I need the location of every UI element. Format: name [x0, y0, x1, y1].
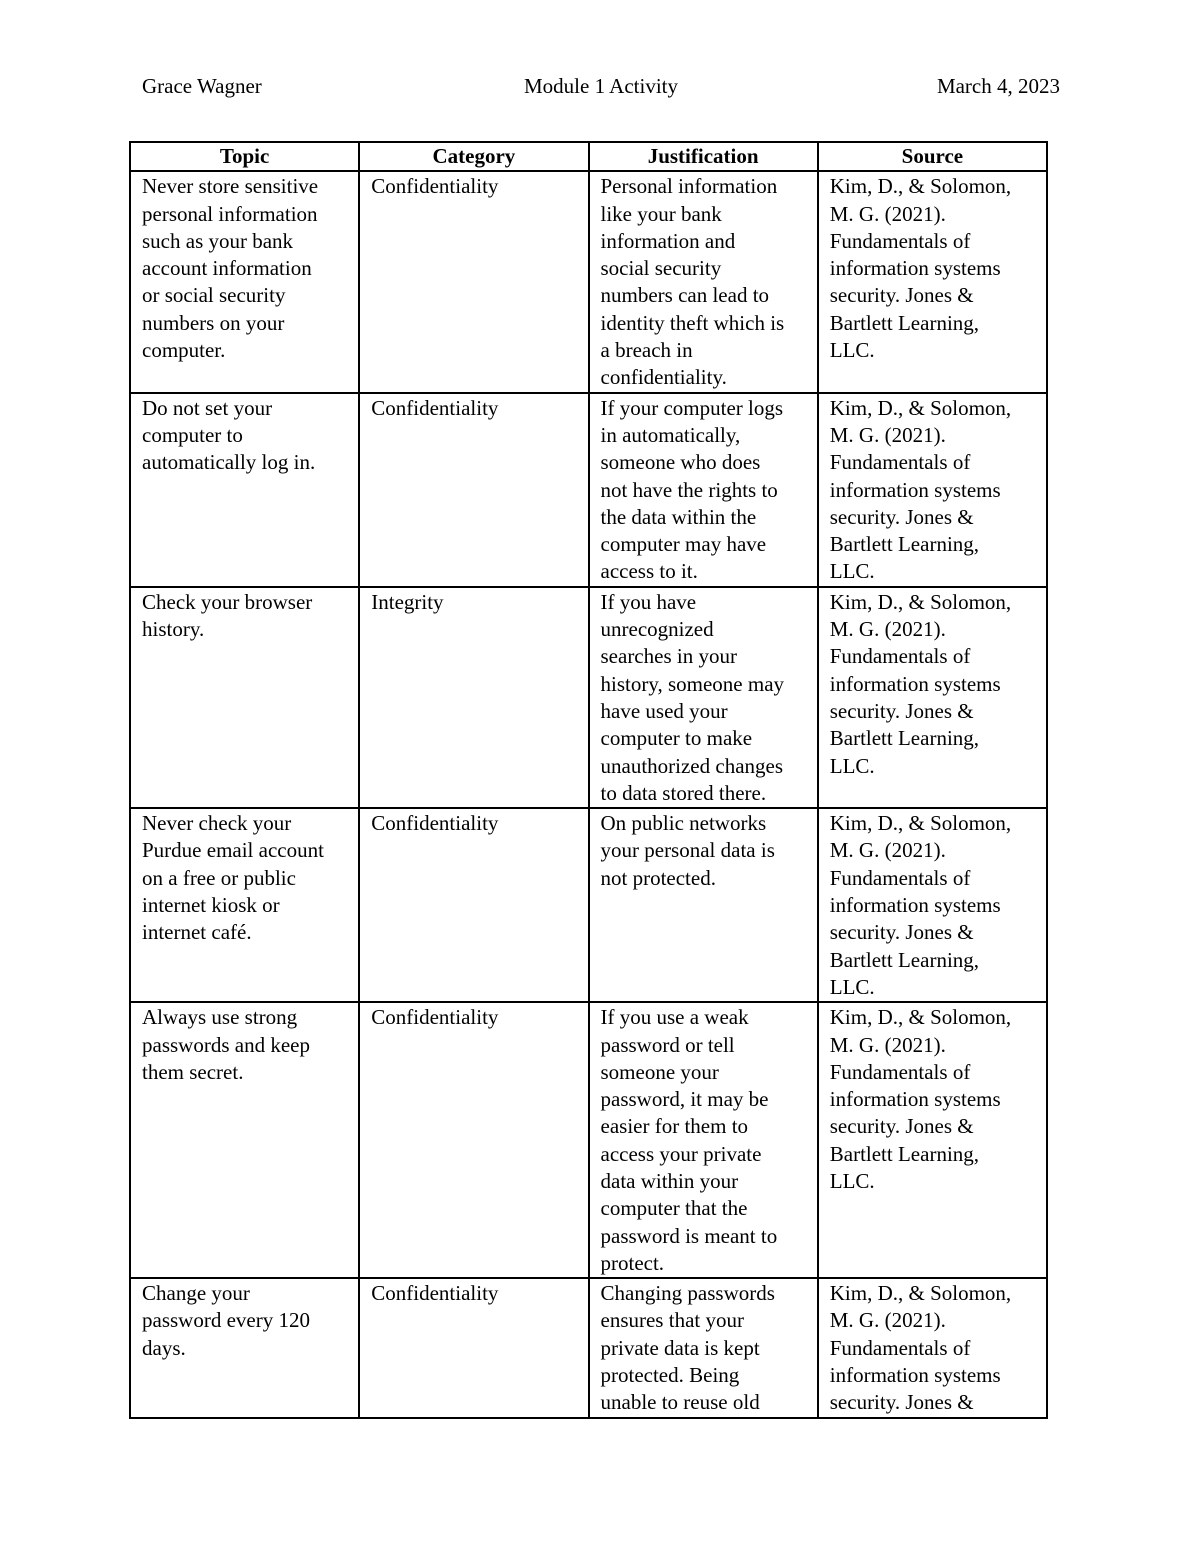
topic-cell: [130, 587, 359, 808]
source-cell: [818, 808, 1047, 1002]
source-text: Kim, D., & Solomon, M. G. (2021). Fundamentals of information systems security. Jones & Bartlett Learning, LLC.: [829, 174, 1012, 363]
category-cell: [359, 1002, 588, 1278]
table-row: [130, 1278, 1047, 1417]
category-text: Confidentiality: [371, 1281, 499, 1306]
table-row: [130, 808, 1047, 1002]
table-row: [130, 171, 1047, 392]
topic-cell: [130, 1278, 359, 1417]
topic-cell: [130, 393, 359, 587]
category-text: Confidentiality: [371, 174, 499, 199]
justification-text: On public networks your personal data is not protected.: [600, 811, 775, 890]
table-row: [130, 393, 1047, 587]
category-cell: [359, 1278, 588, 1417]
source-text: Kim, D., & Solomon, M. G. (2021). Fundamentals of information systems security. Jones &: [829, 1281, 1012, 1415]
topic-cell: [130, 808, 359, 1002]
source-cell: [818, 1002, 1047, 1278]
column-header-source: Source: [818, 142, 1047, 171]
justification-cell: [589, 808, 818, 1002]
topic-text: Always use strong passwords and keep them secret.: [142, 1005, 310, 1084]
category-text: Integrity: [371, 589, 444, 614]
justification-text: Personal information like your bank information and social security numbers can lead to identity theft which is a breach in confidentiality.: [600, 174, 785, 390]
source-text: Kim, D., & Solomon, M. G. (2021). Fundamentals of information systems security. Jones & Bartlett Learning, LLC.: [829, 811, 1012, 999]
table-row: [130, 587, 1047, 808]
column-header-justification: Justification: [589, 142, 818, 171]
page-header: [142, 68, 1060, 104]
category-text: Confidentiality: [371, 395, 499, 420]
table-header-row: [130, 142, 1047, 171]
author-name: Grace Wagner: [142, 74, 262, 98]
topic-text: Never store sensitive personal information such as your bank account information or social security numbers on your computer.: [142, 174, 319, 363]
topic-text: Never check your Purdue email account on a free or public internet kiosk or internet café.: [142, 811, 324, 945]
justification-text: Changing passwords ensures that your private data is kept protected. Being unable to reuse old: [600, 1281, 775, 1415]
document-date: March 4, 2023: [936, 74, 1060, 98]
table-row: [130, 1002, 1047, 1278]
justification-text: If you use a weak password or tell someone your password, it may be easier for them to access your private data within your computer that the password is meant to protect.: [600, 1005, 778, 1275]
category-cell: [359, 393, 588, 587]
source-cell: [818, 171, 1047, 392]
source-cell: [818, 393, 1047, 587]
source-cell: [818, 1278, 1047, 1417]
source-text: Kim, D., & Solomon, M. G. (2021). Fundamentals of information systems security. Jones & Bartlett Learning, LLC.: [829, 589, 1012, 778]
source-text: Kim, D., & Solomon, M. G. (2021). Fundamentals of information systems security. Jones & Bartlett Learning, LLC.: [829, 395, 1012, 584]
topic-cell: [130, 1002, 359, 1278]
document-title: Module 1 Activity: [524, 74, 678, 98]
source-text: Kim, D., & Solomon, M. G. (2021). Fundamentals of information systems security. Jones & Bartlett Learning, LLC.: [829, 1005, 1012, 1193]
topic-cell: [130, 171, 359, 392]
category-text: Confidentiality: [371, 811, 499, 836]
topic-text: Change your password every 120 days.: [142, 1281, 310, 1360]
source-cell: [818, 587, 1047, 808]
topic-text: Do not set your computer to automatically log in.: [142, 395, 316, 475]
justification-text: If your computer logs in automatically, someone who does not have the rights to the data within the computer may have access to it.: [600, 395, 784, 584]
justification-text: If you have unrecognized searches in your history, someone may have used your computer to make unauthorized changes to data stored there.: [600, 589, 785, 805]
justification-cell: [589, 1002, 818, 1278]
justification-cell: [589, 393, 818, 587]
category-cell: [359, 808, 588, 1002]
category-cell: [359, 587, 588, 808]
column-header-category: Category: [359, 142, 588, 171]
category-text: Confidentiality: [371, 1005, 499, 1030]
justification-cell: [589, 587, 818, 808]
category-cell: [359, 171, 588, 392]
justification-cell: [589, 171, 818, 392]
activity-table: [129, 141, 1048, 1419]
topic-text: Check your browser history.: [142, 589, 313, 642]
column-header-topic: Topic: [130, 142, 359, 171]
justification-cell: [589, 1278, 818, 1417]
